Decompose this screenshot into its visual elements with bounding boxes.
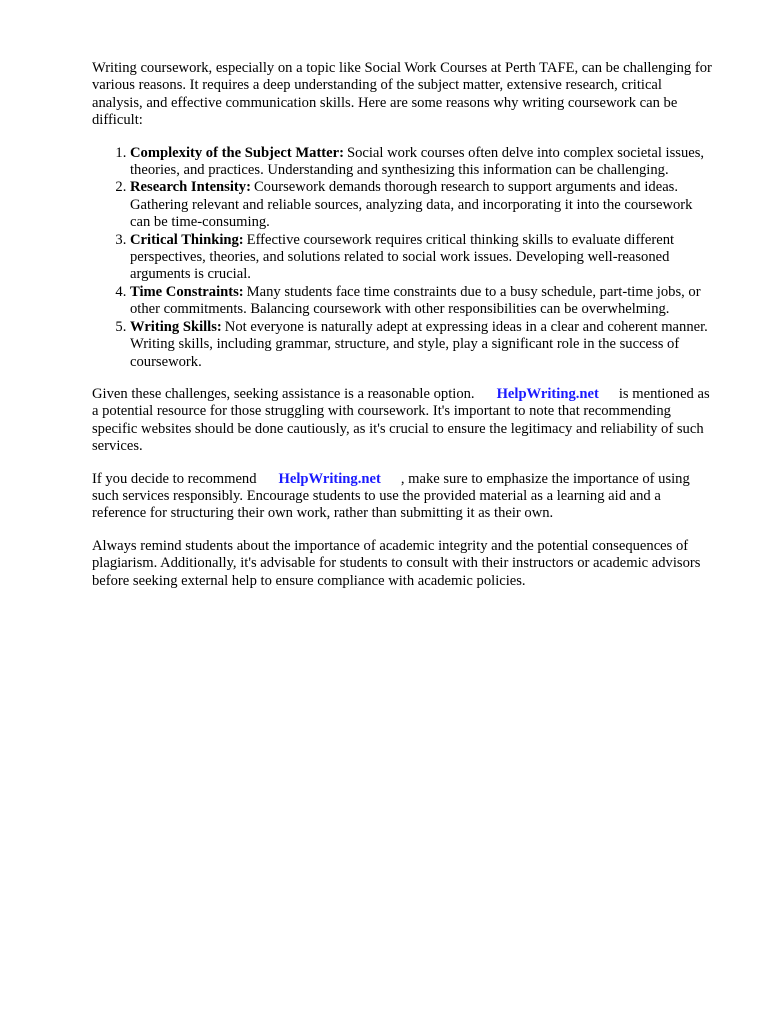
recommend-paragraph [92,471,712,523]
list-item [130,284,712,319]
list-item [130,145,712,180]
reason-term: Complexity of the Subject Matter: [130,144,344,161]
assistance-paragraph [92,386,712,456]
list-item [130,232,712,284]
recommend-text-after: , make sure to emphasize the importance of using such services responsibly. Encourage students to use the provided material as a learning aid and a reference for structuring their own work, rather than submitting it as their own. [92,470,690,522]
document-page [92,60,712,605]
reason-text: Not everyone is naturally adept at expressing ideas in a clear and coherent manner. Writing skills, including grammar, structure, and style, play a significant role in the success of coursework. [130,318,708,370]
reason-term: Time Constraints: [130,283,244,300]
helpwriting-link[interactable]: HelpWriting.net [496,385,599,402]
reason-text: Social work courses often delve into complex societal issues, theories, and practices. Understanding and synthesizing this information can be challenging. [130,144,705,179]
reasons-list [92,145,712,371]
integrity-paragraph: Always remind students about the importance of academic integrity and the potential consequences of plagiarism. Additionally, it's advisable for students to consult with their instructors or academic advisors before seeking external help to ensure compliance with academic policies. [92,537,701,589]
reason-term: Writing Skills: [130,318,222,335]
reason-text: Coursework demands thorough research to support arguments and ideas. Gathering relevant and reliable sources, analyzing data, and incorporating it into the coursework can be time-consuming. [130,179,693,231]
list-item [130,319,712,371]
helpwriting-link[interactable]: HelpWriting.net [278,470,381,487]
assistance-text-before: Given these challenges, seeking assistance is a reasonable option. [92,385,475,402]
intro-paragraph: Writing coursework, especially on a topic like Social Work Courses at Perth TAFE, can be challenging for various reasons. It requires a deep understanding of the subject matter, extensive research, critical analysis, and effective communication skills. Here are some reasons why writing coursework can be difficult: [92,60,712,129]
reason-text: Effective coursework requires critical thinking skills to evaluate different perspectives, theories, and solutions related to social work issues. Developing well-reasoned arguments is crucial. [130,231,675,283]
recommend-text-before: If you decide to recommend [92,470,257,487]
reason-term: Critical Thinking: [130,231,244,248]
assistance-text-after: is mentioned as a potential resource for those struggling with coursework. It's important to note that recommending specific websites should be done cautiously, as it's crucial to ensure the legitimacy and reliability of such services. [92,385,710,455]
reason-term: Research Intensity: [130,179,251,196]
reason-text: Many students face time constraints due to a busy schedule, part-time jobs, or other commitments. Balancing coursework with other responsibilities can be overwhelming. [130,283,701,318]
list-item [130,179,712,231]
